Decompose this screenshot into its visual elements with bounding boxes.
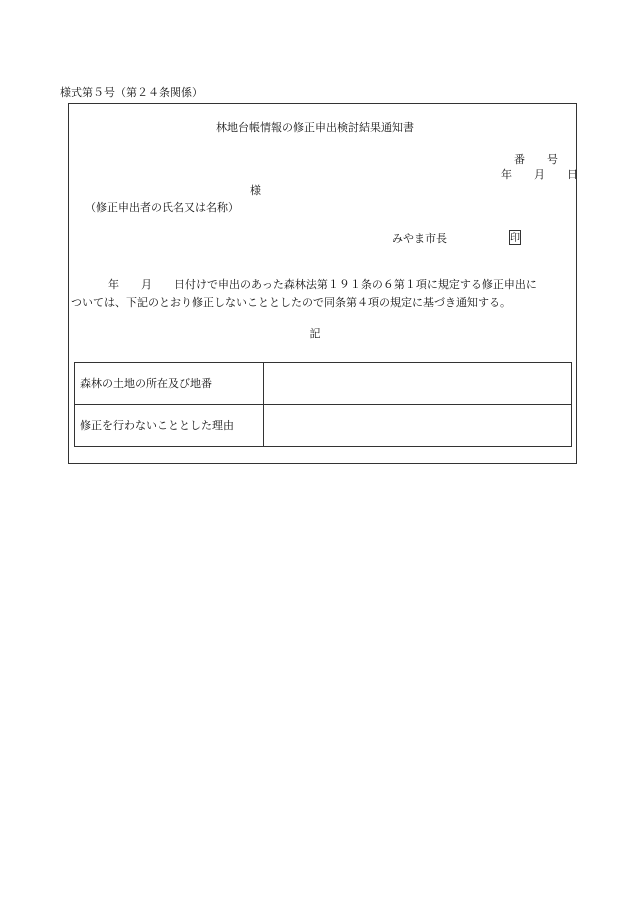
issuer-name: みやま市長: [392, 232, 447, 245]
honorific-sama: 様: [250, 184, 261, 197]
land-location-value: [264, 363, 572, 405]
body-text-line-1: 年 月 日付けで申出のあった森林法第１９１条の６第１項に規定する修正申出に: [108, 278, 537, 291]
ki-heading: 記: [309, 327, 321, 340]
document-number-label: 番 号: [514, 153, 558, 166]
document-date-label: 年 月 日: [501, 168, 578, 181]
recipient-name-note: （修正申出者の氏名又は名称）: [85, 201, 239, 214]
table-row: [75, 405, 572, 447]
info-table: [74, 362, 572, 447]
land-location-label: 森林の土地の所在及び地番: [75, 363, 264, 405]
form-number-label: 様式第５号（第２４条関係）: [60, 86, 203, 99]
reason-label: 修正を行わないこととした理由: [75, 405, 264, 447]
seal-stamp-box: 印: [509, 230, 521, 245]
document-title: 林地台帳情報の修正申出検討結果通知書: [216, 121, 414, 134]
body-text-line-2: ついては、下記のとおり修正しないこととしたので同条第４項の規定に基づき通知する。: [71, 296, 511, 309]
table-row: [75, 363, 572, 405]
reason-value: [264, 405, 572, 447]
